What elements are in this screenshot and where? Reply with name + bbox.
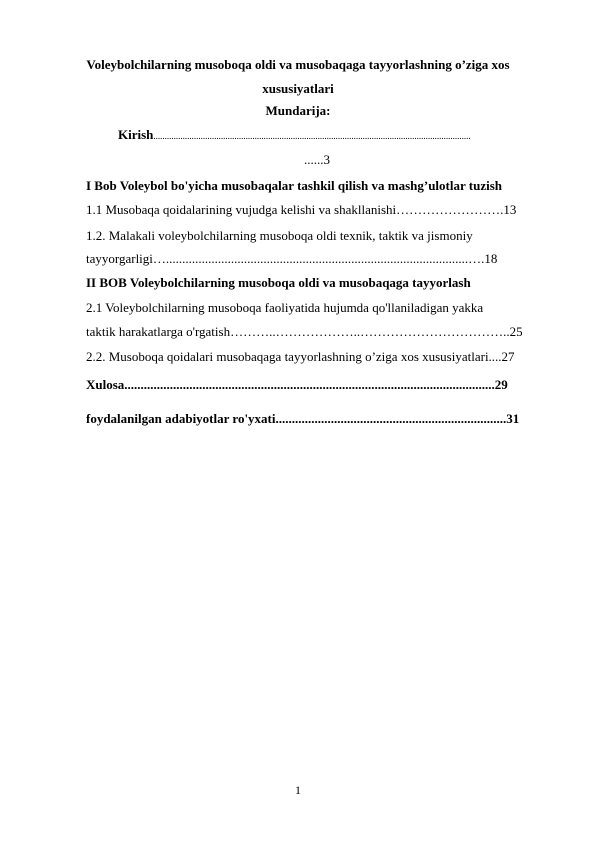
contents-heading: Mundarija:: [265, 103, 331, 118]
document-title-line2: xususiyatlari: [262, 81, 334, 96]
toc-item-2-2[interactable]: 2.2. Musoboqa qoidalari musobaqaga tayyorlashning o’ziga xos xususiyatlari....27: [86, 349, 515, 364]
toc-item-1-2-line2[interactable]: tayyorgarligi….............................................................................................….18: [86, 251, 498, 266]
toc-kirish-page: ......3: [304, 152, 330, 167]
toc-item-2-1-line2[interactable]: taktik harakatlarga o'rgatish………..………………..……………………………..25: [86, 324, 523, 339]
toc-item-1-1[interactable]: 1.1 Musobaqa qoidalarining vujudga kelishi va shakllanishi…………………….13: [86, 202, 517, 217]
toc-kirish-dots: .............................................................................................................................................: [153, 131, 471, 141]
toc-chapter-2[interactable]: II BOB Voleybolchilarning musoboqa oldi va musobaqaga tayyorlash: [86, 275, 471, 290]
toc-chapter-1[interactable]: I Bob Voleybol bo'yicha musobaqalar tashkil qilish va mashg’ulotlar tuzish: [86, 178, 502, 193]
toc-item-2-1-line1[interactable]: 2.1 Voleybolchilarning musoboqa faoliyatida hujumda qo'llaniladigan yakka: [86, 300, 484, 315]
toc-kirish-label: Kirish: [118, 127, 154, 142]
toc-item-1-2-line1[interactable]: 1.2. Malakali voleybolchilarning musoboqa oldi texnik, taktik va jismoniy: [86, 228, 473, 243]
toc-adabiyotlar[interactable]: foydalanilgan adabiyotlar ro'yxati.......................................................................31: [86, 411, 520, 426]
toc-kirish[interactable]: [118, 127, 555, 144]
toc-xulosa[interactable]: Xulosa..................................................................................................................29: [86, 377, 508, 392]
document-title-line1: Voleybolchilarning musoboqa oldi va musobaqaga tayyorlashning o’ziga xos: [86, 57, 510, 72]
page-number: 1: [295, 783, 301, 797]
